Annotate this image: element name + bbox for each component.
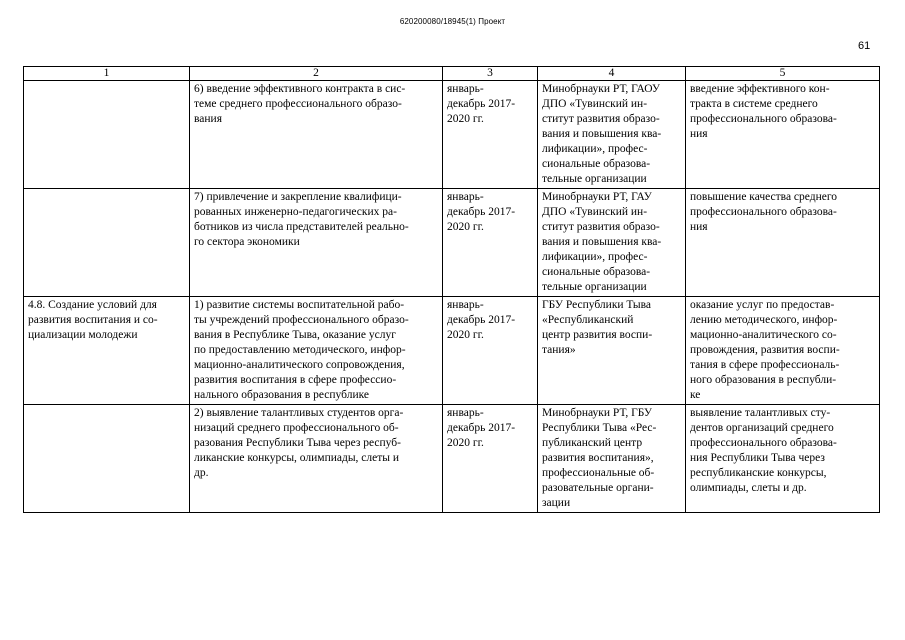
plan-table	[23, 66, 880, 513]
section-cell	[24, 405, 190, 513]
executor-cell: Минобрнауки РТ, ГАУ ДПО «Тувинский ин- ститут развития образо- вания и повышения ква- лификации», профес- сиональные образова- тельные организации	[538, 189, 686, 297]
table-row	[24, 189, 880, 297]
result-cell: оказание услуг по предостав- лению методического, инфор- мационно-аналитического со- провождения, развития воспи- тания в сфере профессиональ- ного образования в республи- ке	[686, 297, 880, 405]
column-header-4: 4	[538, 67, 686, 81]
period-cell: январь- декабрь 2017- 2020 гг.	[443, 405, 538, 513]
executor-cell: Минобрнауки РТ, ГАОУ ДПО «Тувинский ин- ститут развития образо- вания и повышения ква- лификации», профес- сиональные образова- тельные организации	[538, 81, 686, 189]
executor-cell: Минобрнауки РТ, ГБУ Республики Тыва «Рес- публиканский центр развития воспитания», профессиональные об- разовательные органи- зации	[538, 405, 686, 513]
document-id: 620200080/18945(1) Проект	[399, 17, 506, 26]
result-cell: введение эффективного кон- тракта в системе среднего профессионального образова- ния	[686, 81, 880, 189]
measure-cell: 2) выявление талантливых студентов орга- низаций среднего профессионального об- разования Республики Тыва через респуб- ликанские конкурсы, олимпиады, слеты и др.	[190, 405, 443, 513]
column-header-1: 1	[24, 67, 190, 81]
period-cell: январь- декабрь 2017- 2020 гг.	[443, 297, 538, 405]
column-header-2: 2	[190, 67, 443, 81]
table-row	[24, 297, 880, 405]
measure-cell: 6) введение эффективного контракта в сис- теме среднего профессионального образо- вания	[190, 81, 443, 189]
measure-cell: 1) развитие системы воспитательной рабо- ты учреждений профессионального образо- вания в Республике Тыва, оказание услуг по предоставлению методического, инфор- мационно-аналитического сопровождения, развития воспитания в сфере профессио- нального образования в республике	[190, 297, 443, 405]
table-row	[24, 405, 880, 513]
page-number: 61	[858, 40, 871, 52]
column-header-5: 5	[686, 67, 880, 81]
section-cell	[24, 81, 190, 189]
measure-cell: 7) привлечение и закрепление квалифици- рованных инженерно-педагогических ра- ботников из числа представителей реально- го сектора экономики	[190, 189, 443, 297]
period-cell: январь- декабрь 2017- 2020 гг.	[443, 189, 538, 297]
section-cell: 4.8. Создание условий для развития воспитания и со- циализации молодежи	[24, 297, 190, 405]
executor-cell: ГБУ Республики Тыва «Республиканский центр развития воспи- тания»	[538, 297, 686, 405]
result-cell: выявление талантливых сту- дентов организаций среднего профессионального образова- ния Республики Тыва через республиканские конкурсы, олимпиады, слеты и др.	[686, 405, 880, 513]
section-cell	[24, 189, 190, 297]
table-header-row	[24, 67, 880, 81]
column-header-3: 3	[443, 67, 538, 81]
result-cell: повышение качества среднего профессионального образова- ния	[686, 189, 880, 297]
period-cell: январь- декабрь 2017- 2020 гг.	[443, 81, 538, 189]
table-row	[24, 81, 880, 189]
